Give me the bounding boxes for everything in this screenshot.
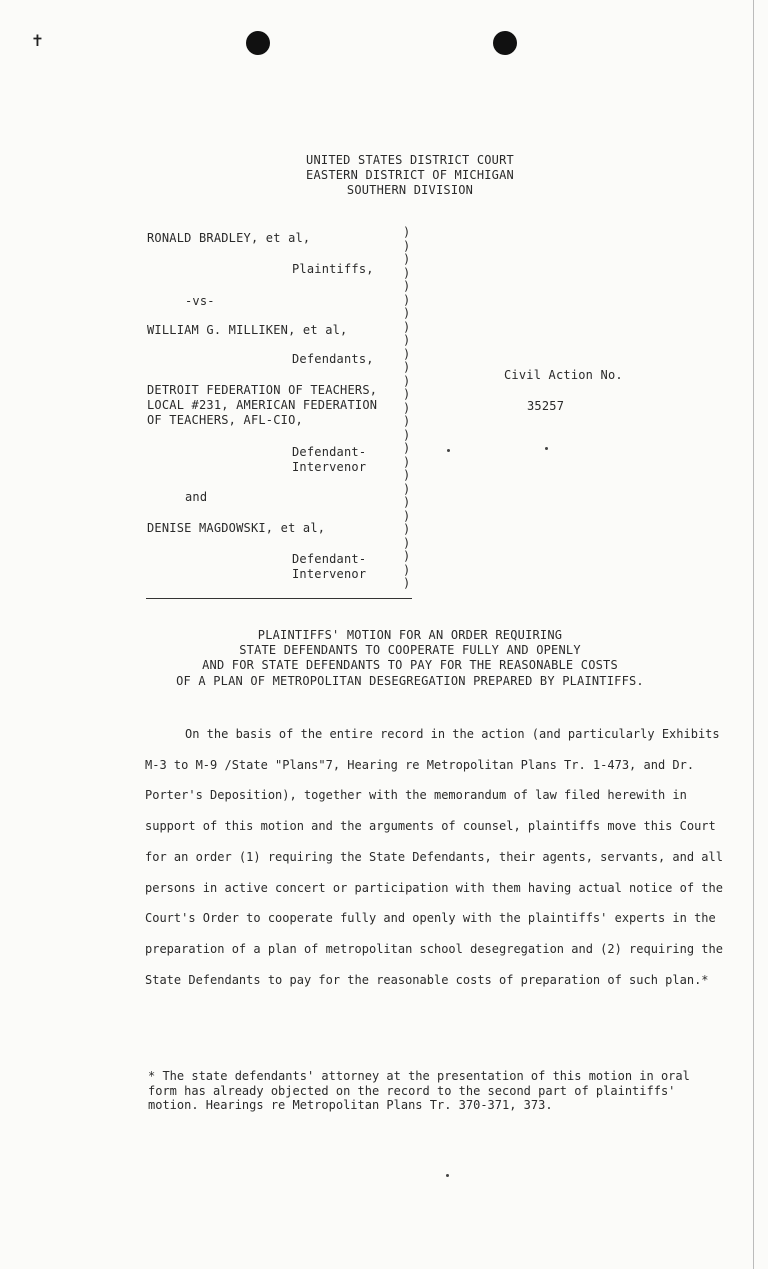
- footnote: * The state defendants' attorney at the presentation of this motion in oral form has already objected on the record to the second part of plaintiffs' motion. Hearings re Metropolitan Plans Tr. 370-371, 373.: [148, 1069, 690, 1112]
- intervenor2-role-line1: Defendant-: [292, 552, 367, 566]
- intervenor2-role-line2: Intervenor: [292, 567, 367, 581]
- intervenor1-role-line2: Intervenor: [292, 460, 367, 474]
- court-name: UNITED STATES DISTRICT COURT: [306, 153, 514, 167]
- caption-parentheses: ) ) ) ) ) ) ) ) ) ) ) ) ) ) ) ) ) ) ) ) ) ) ) ) ) ) ): [403, 225, 411, 590]
- punch-hole-right: [493, 31, 517, 55]
- punch-hole-left: [246, 31, 270, 55]
- versus-label: -vs-: [185, 294, 215, 308]
- and-label: and: [185, 490, 208, 504]
- scan-speck: [545, 447, 548, 450]
- caption-underline: [146, 598, 412, 599]
- intervenor1-name-line1: DETROIT FEDERATION OF TEACHERS,: [147, 383, 378, 397]
- court-division: SOUTHERN DIVISION: [346, 183, 474, 197]
- civil-action-label: Civil Action No.: [504, 368, 623, 382]
- plaintiff-role: Plaintiffs,: [292, 262, 374, 276]
- defendant-role: Defendants,: [292, 352, 374, 366]
- motion-title-line3: AND FOR STATE DEFENDANTS TO PAY FOR THE REASONABLE COSTS: [202, 658, 618, 672]
- scan-speck: [447, 449, 450, 452]
- civil-action-number: 35257: [527, 399, 565, 413]
- motion-title-line4: OF A PLAN OF METROPOLITAN DESEGREGATION PREPARED BY PLAINTIFFS.: [176, 674, 644, 688]
- intervenor1-name-line3: OF TEACHERS, AFL-CIO,: [147, 413, 303, 427]
- motion-body: [145, 719, 725, 995]
- scan-speck: [446, 1174, 449, 1177]
- intervenor1-role-line1: Defendant-: [292, 445, 367, 459]
- plaintiff-name: RONALD BRADLEY, et al,: [147, 231, 311, 245]
- margin-mark: ✝: [32, 30, 43, 51]
- intervenor1-name-line2: LOCAL #231, AMERICAN FEDERATION: [147, 398, 378, 412]
- intervenor2-name: DENISE MAGDOWSKI, et al,: [147, 521, 326, 535]
- defendant-name: WILLIAM G. MILLIKEN, et al,: [147, 323, 348, 337]
- motion-title-line2: STATE DEFENDANTS TO COOPERATE FULLY AND OPENLY: [239, 643, 581, 657]
- motion-paragraph: On the basis of the entire record in the action (and particularly Exhibits M-3 to M-9 /State "Plans"7, Hearing re Metropolitan Plans Tr. 1-473, and Dr. Porter's Deposition), together with the memorandum of law filed herewith in support of this motion and the arguments of counsel, plaintiffs move this Court for an order (1) requiring the State Defendants, their agents, servants, and all persons in active concert or participation with them having actual notice of the Court's Order to cooperate fully and openly with the plaintiffs' experts in the preparation of a plan of metropolitan school desegregation and (2) requiring the State Defendants to pay for the reasonable costs of preparation of such plan.*: [145, 727, 723, 987]
- court-district: EASTERN DISTRICT OF MICHIGAN: [306, 168, 514, 182]
- motion-title-line1: PLAINTIFFS' MOTION FOR AN ORDER REQUIRING: [257, 628, 563, 642]
